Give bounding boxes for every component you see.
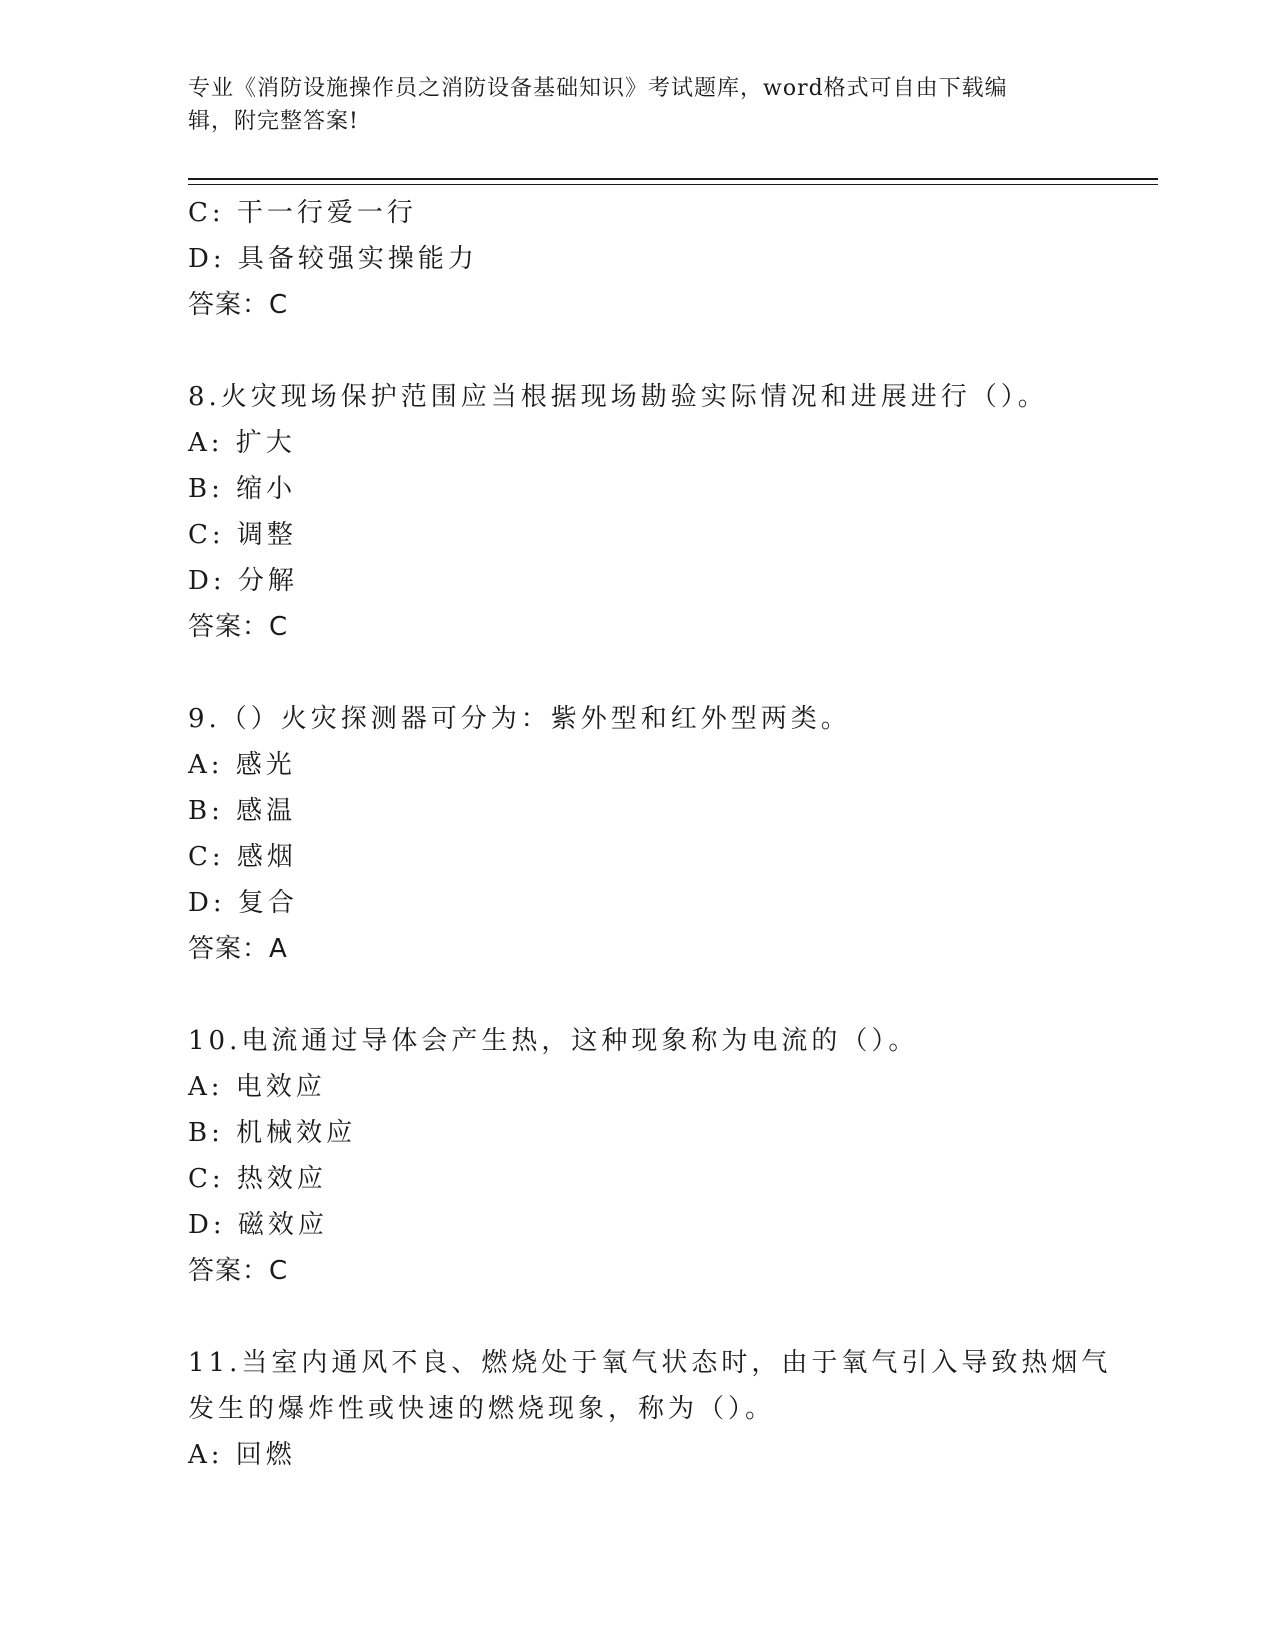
option-a: A: 感光 (188, 750, 296, 780)
question-stem-line-1: 11.当室内通风不良、燃烧处于氧气状态时，由于氧气引入导致热烟气 (188, 1348, 1112, 1378)
header-divider-thick (188, 178, 1158, 180)
option-a: A: 电效应 (188, 1072, 326, 1102)
question-9 (188, 696, 1088, 972)
header-line-1: 专业《消防设施操作员之消防设备基础知识》考试题库，word格式可自由下载编 (188, 76, 1008, 101)
option-d: D: 分解 (188, 566, 298, 596)
document-header (188, 72, 1078, 138)
spacer (188, 972, 1088, 1018)
question-stem: 8.火灾现场保护范围应当根据现场勘验实际情况和进展进行（）。 (188, 382, 1048, 412)
header-line-2: 辑，附完整答案! (188, 109, 359, 134)
option-a: A: 扩大 (188, 428, 296, 458)
question-11 (188, 1340, 1112, 1478)
option-b: B: 机械效应 (188, 1118, 357, 1148)
question-8 (188, 374, 1088, 650)
spacer (188, 650, 1088, 696)
option-c: C: 热效应 (188, 1164, 327, 1194)
option-a: A: 回燃 (188, 1440, 296, 1470)
answer: 答案：C (188, 1256, 289, 1286)
question-list (188, 190, 1112, 1478)
question-stem: 10.电流通过导体会产生热，这种现象称为电流的（）。 (188, 1026, 919, 1056)
option-c: C: 感烟 (188, 842, 297, 872)
question-10 (188, 1018, 1088, 1294)
question-stem: 9.（）火灾探测器可分为：紫外型和红外型两类。 (188, 704, 851, 734)
option-b: B: 缩小 (188, 474, 297, 504)
spacer (188, 328, 1088, 374)
option-c: C: 调整 (188, 520, 297, 550)
prev-option-d: D: 具备较强实操能力 (188, 244, 478, 274)
option-d: D: 磁效应 (188, 1210, 328, 1240)
question-stem-line-2: 发生的爆炸性或快速的燃烧现象，称为（）。 (188, 1394, 776, 1424)
answer: 答案：C (188, 612, 289, 642)
option-d: D: 复合 (188, 888, 298, 918)
prev-option-c: C: 干一行爱一行 (188, 198, 417, 228)
header-divider-thin (188, 184, 1158, 185)
spacer (188, 1294, 1088, 1340)
option-b: B: 感温 (188, 796, 297, 826)
prev-answer: 答案：C (188, 290, 289, 320)
answer: 答案：A (188, 934, 288, 964)
